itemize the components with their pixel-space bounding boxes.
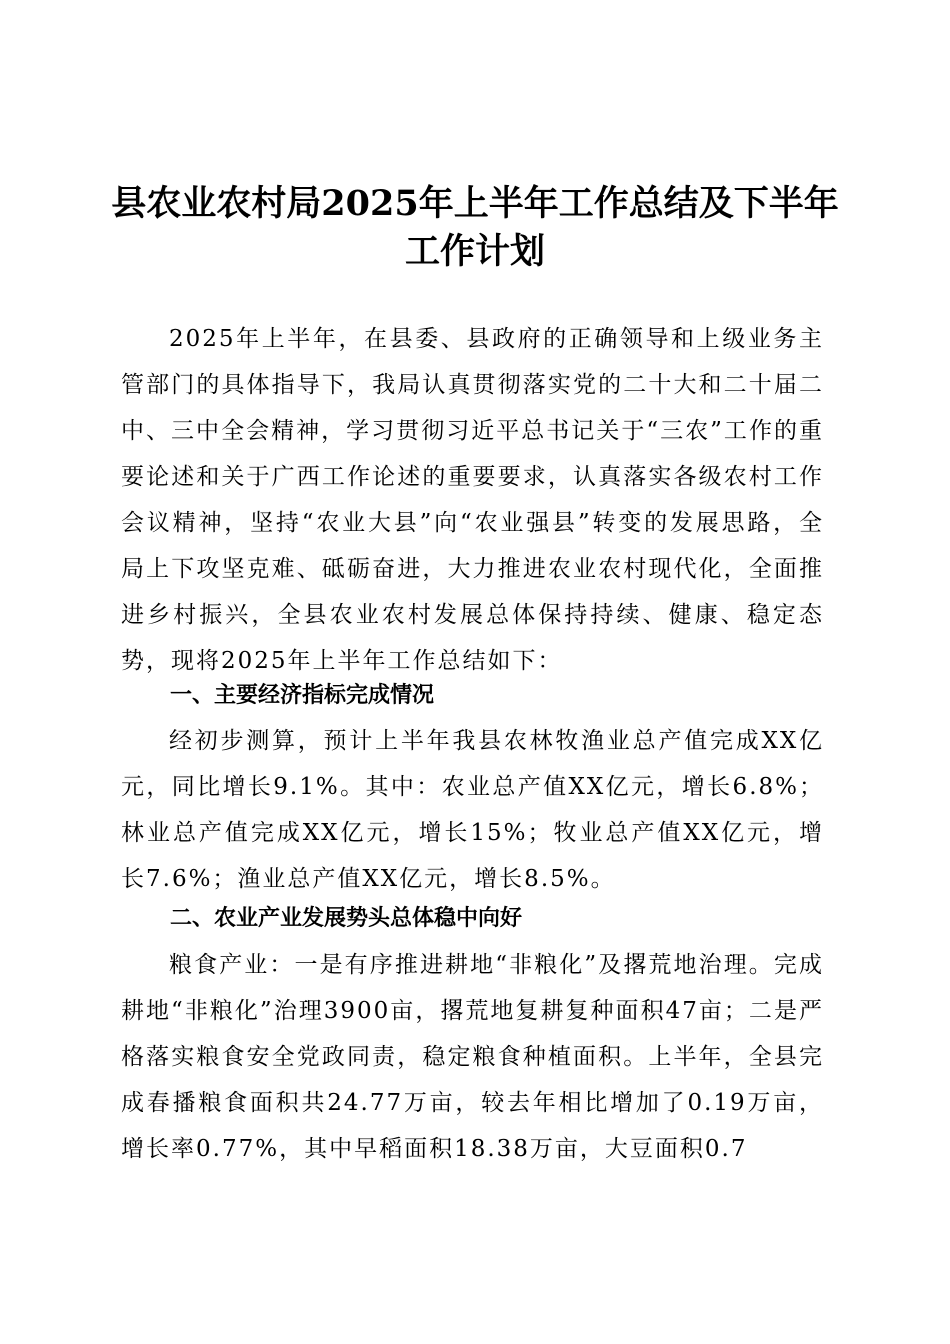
grain-industry-paragraph: 粮食产业：一是有序推进耕地“非粮化”及撂荒地治理。完成耕地“非粮化”治理3900亩，撂荒地复耕复种面积47亩；二是严格落实粮食安全党政同责，稳定粮食种植面积。上半年，全县完成春播粮食面积共24.77万亩，较去年相比增加了0.19万亩，增长率0.77%，其中早稻面积18.38万亩，大豆面积0.7 bbox=[121, 952, 824, 1162]
section-heading-indicators: 一、主要经济指标完成情况 bbox=[170, 683, 435, 708]
section-heading-industry: 二、农业产业发展势头总体稳中向好 bbox=[170, 906, 523, 931]
intro-paragraph: 2025年上半年，在县委、县政府的正确领导和上级业务主管部门的具体指导下，我局认真贯彻落实党的二十大和二十届二中、三中全会精神，学习贯彻习近平总书记关于“三农”工作的重要论述和关于广西工作论述的重要要求，认真落实各级农村工作会议精神，坚持“农业大县”向“农业强县”转变的发展思路，全局上下攻坚克难、砥砺奋进，大力推进农业农村现代化，全面推进乡村振兴，全县农业农村发展总体保持持续、健康、稳定态势，现将2025年上半年工作总结如下： bbox=[121, 326, 824, 674]
indicators-paragraph: 经初步测算，预计上半年我县农林牧渔业总产值完成XX亿元，同比增长9.1%。其中：农业总产值XX亿元，增长6.8%；林业总产值完成XX亿元，增长15%；牧业总产值XX亿元，增长7.6%；渔业总产值XX亿元，增长8.5%。 bbox=[121, 728, 824, 892]
document-title: 县农业农村局2025年上半年工作总结及下半年工作计划 bbox=[111, 183, 839, 272]
